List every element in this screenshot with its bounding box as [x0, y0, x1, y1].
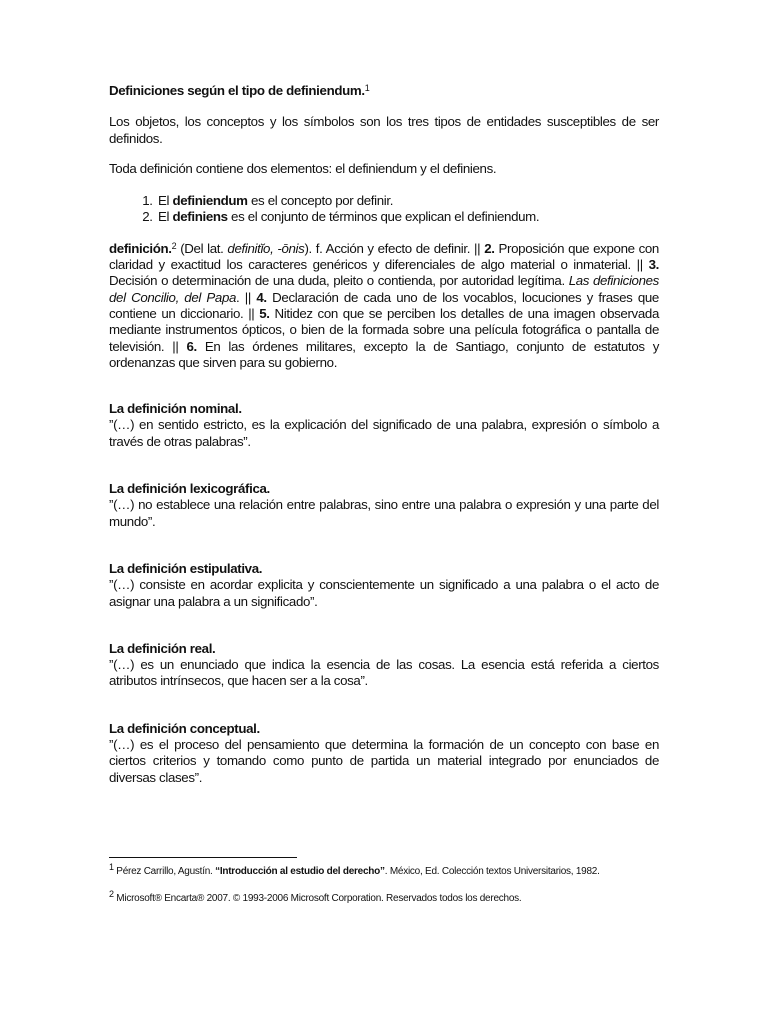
sense-separator: ||: [248, 305, 255, 321]
footnote-separator: [109, 857, 297, 858]
section-text: ”(…) es un enunciado que indica la esencia de las cosas. La esencia está referida a ciertos atributos intrínsecos, que hacen ser a la cosa”.: [109, 657, 659, 689]
etymology-text: (Del lat.: [176, 240, 228, 256]
footnote-ref-1[interactable]: 1: [364, 83, 370, 93]
list-item-prefix: El: [158, 209, 173, 225]
list-item-term: definiens: [172, 209, 228, 225]
footnote-text: Pérez Carrillo, Agustín.: [113, 866, 216, 877]
section-title: La definición estipulativa.: [109, 560, 263, 576]
section-text: ”(…) en sentido estricto, es la explicación del significado de una palabra, expresión o símbolo a través de otras palabras”.: [109, 417, 659, 449]
sense-separator: ||: [636, 257, 643, 273]
sense-separator: ||: [474, 240, 481, 256]
elements-paragraph: Toda definición contiene dos elementos: el definiendum y el definiens.: [109, 160, 497, 176]
intro-paragraph: Los objetos, los conceptos y los símbolos son los tres tipos de entidades susceptibles de ser definidos.: [109, 114, 659, 146]
section-nominal: [109, 401, 659, 450]
sense-4-text: Declaración de cada uno de los vocablos, locuciones y frases que contiene un diccionario.: [109, 289, 659, 321]
sense-5-text: Nitidez con que se perciben los detalles de una imagen observada mediante instrumentos ópticos, o bien de la formada sobre una película fotográfica o pantalla de televisión.: [109, 305, 659, 354]
footnote-ref-2[interactable]: 2: [171, 240, 177, 251]
section-real: [109, 641, 659, 690]
sense-3-text: Decisión o determinación de una duda, pleito o contienda, por autoridad legítima.: [109, 273, 569, 289]
section-text: ”(…) consiste en acordar explicita y conscientemente un significado a una palabra o el acto de asignar una palabra a un significado”.: [109, 577, 659, 609]
elements-list: [109, 193, 659, 226]
title-text: Definiciones según el tipo de definiendum: [109, 83, 362, 98]
sense-6-text: En las órdenes militares, excepto la de Santiago, conjunto de estatutos y ordenanzas que sirven para su gobierno.: [109, 338, 659, 370]
section-title: La definición real.: [109, 640, 216, 656]
section-text: ”(…) es el proceso del pensamiento que determina la formación de un concepto con base en ciertos criterios y tomando como punto de partida un material integrado por enunciados de diversas clases”.: [109, 737, 659, 785]
sense-number: 4.: [256, 289, 267, 305]
sense-separator: ||: [244, 289, 251, 305]
footnote-text: Microsoft® Encarta® 2007. © 1993-2006 Microsoft Corporation. Reservados todos los derechos.: [113, 893, 522, 904]
footnote-text-end: . México, Ed. Colección textos Universitarios, 1982.: [384, 866, 600, 877]
footnotes: [109, 862, 669, 920]
footnote-1: [109, 862, 669, 878]
list-item: [156, 209, 659, 225]
list-item-term: definiendum: [172, 193, 248, 209]
sense-1-text: ). f. Acción y efecto de definir.: [304, 240, 475, 256]
sense-3-example: Las definiciones del Concilio, del Papa: [109, 273, 659, 305]
list-item: [156, 193, 659, 209]
sense-number: 2.: [484, 240, 495, 256]
etymology-latin: definitĭo, -ōnis: [227, 240, 305, 256]
document-title: Definiciones según el tipo de definiendum.$^1$: [109, 83, 370, 98]
list-item-text: es el conjunto de términos que explican el definiendum.: [227, 209, 540, 225]
sense-number: 5.: [259, 305, 270, 321]
list-item-text: es el concepto por definir.: [247, 193, 394, 209]
section-conceptual: [109, 721, 659, 786]
sense-separator: ||: [172, 338, 179, 354]
section-title: La definición lexicográfica.: [109, 481, 270, 497]
document-body: [109, 83, 659, 786]
list-item-prefix: El: [158, 193, 173, 209]
sense-3-end: .: [236, 289, 245, 305]
section-title: La definición nominal.: [109, 401, 242, 417]
footnote-number: 1: [109, 862, 114, 872]
sense-2-text: Proposición que expone con claridad y exactitud los caracteres genéricos y diferenciales de algo material o inmaterial.: [109, 240, 659, 273]
section-estipulativa: [109, 561, 659, 610]
footnote-2: [109, 889, 669, 905]
section-lexicografica: [109, 481, 659, 530]
sense-number: 6.: [186, 338, 197, 354]
sense-number: 3.: [648, 257, 659, 273]
dictionary-definition: [109, 241, 659, 371]
footnote-book-title: “Introducción al estudio del derecho”: [215, 866, 385, 877]
section-title: La definición conceptual.: [109, 720, 260, 736]
section-text: ”(…) no establece una relación entre palabras, sino entre una palabra o expresión y una parte del mundo”.: [109, 497, 659, 529]
dictionary-headword: definición.: [109, 240, 172, 256]
footnote-number: 2: [109, 889, 114, 899]
